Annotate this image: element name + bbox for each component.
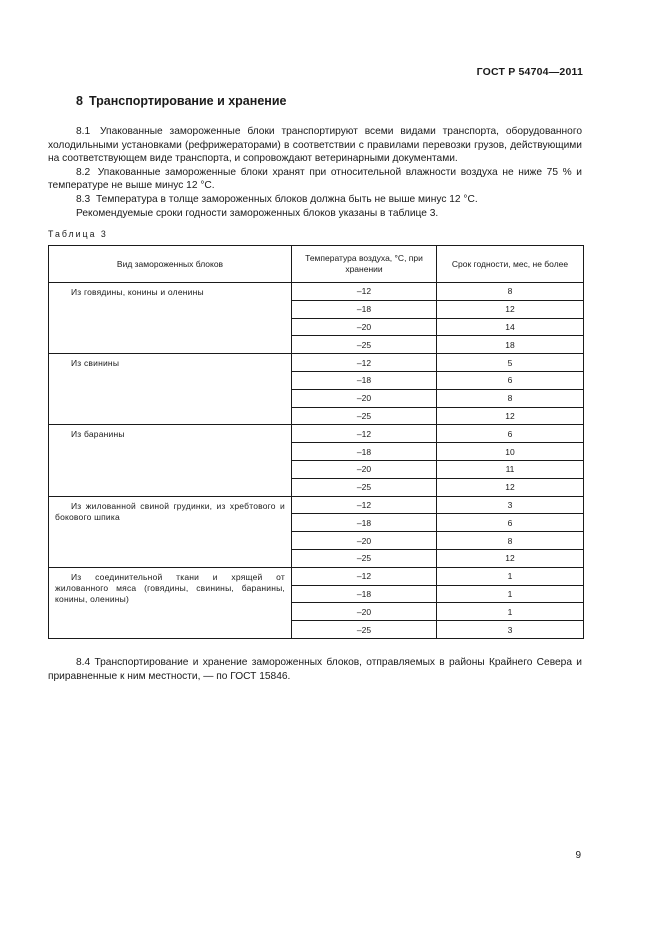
- section-number: 8: [76, 94, 83, 108]
- paragraph-8-3: [48, 193, 582, 207]
- shelf-life-cell: 12: [437, 300, 584, 318]
- shelf-life-cell: 12: [437, 478, 584, 496]
- shelf-life-cell: 3: [437, 496, 584, 514]
- shelf-life-cell: 10: [437, 443, 584, 461]
- block-type-text: Из соединительной ткани и хрящей от жилованного мяса (говядины, свинины, баранины, конины, оленины): [55, 571, 285, 605]
- paragraph-8-2: [48, 166, 582, 193]
- table-caption: Таблица 3: [48, 229, 108, 239]
- temperature-cell: –12: [292, 425, 437, 443]
- section-title-text: Транспортирование и хранение: [88, 94, 287, 108]
- paragraph-label: 8.3: [76, 193, 91, 205]
- header-temperature: Температура воздуха, °С, при хранении: [292, 246, 437, 283]
- paragraph-text: Упакованные замороженные блоки транспортируют всеми видами транспорта, оборудованного холодильными установками (рефрижераторами) в соответствии с правилами перевозки грузов, действующими на соответствующем виде транспорта, и сопровождают ветеринарными документами.: [48, 126, 582, 165]
- paragraph-8-1: [48, 125, 582, 166]
- header-block-type: Вид замороженных блоков: [49, 246, 292, 283]
- section-title: [76, 94, 286, 108]
- page-number: 9: [575, 850, 581, 861]
- temperature-cell: –25: [292, 478, 437, 496]
- paragraph-text: Транспортирование и хранение замороженных блоков, отправляемых в районы Крайнего Севера и приравненные к ним местности, — по ГОСТ 15846.: [48, 657, 582, 682]
- table-row: [49, 496, 584, 514]
- shelf-life-cell: 8: [437, 532, 584, 550]
- temperature-cell: –12: [292, 283, 437, 301]
- temperature-cell: –18: [292, 514, 437, 532]
- shelf-life-cell: 1: [437, 585, 584, 603]
- table-row: [49, 425, 584, 443]
- temperature-cell: –20: [292, 460, 437, 478]
- shelf-life-cell: 6: [437, 425, 584, 443]
- shelf-life-cell: 8: [437, 389, 584, 407]
- temperature-cell: –20: [292, 389, 437, 407]
- paragraph-text: Рекомендуемые сроки годности замороженных блоков указаны в таблице 3.: [76, 207, 439, 219]
- paragraph-label: 8.1: [76, 126, 91, 137]
- paragraph-label: 8.4: [76, 657, 91, 668]
- paragraph-text: Температура в толще замороженных блоков должна быть не выше минус 12 °С.: [96, 193, 478, 205]
- document-code: ГОСТ Р 54704—2011: [476, 66, 583, 78]
- shelf-life-cell: 12: [437, 407, 584, 425]
- shelf-life-cell: 14: [437, 318, 584, 336]
- temperature-cell: –18: [292, 443, 437, 461]
- temperature-cell: –12: [292, 496, 437, 514]
- temperature-cell: –25: [292, 549, 437, 567]
- temperature-cell: –12: [292, 567, 437, 585]
- table-row: [49, 354, 584, 372]
- paragraph-label: 8.2: [76, 166, 91, 178]
- shelf-life-cell: 1: [437, 603, 584, 621]
- temperature-cell: –25: [292, 407, 437, 425]
- shelf-life-cell: 12: [437, 549, 584, 567]
- block-type-cell: [49, 567, 292, 638]
- shelf-life-cell: 1: [437, 567, 584, 585]
- paragraph-text: Упакованные замороженные блоки хранят при относительной влажности воздуха не ниже 75 % и температуре не выше минус 12 °С.: [48, 166, 582, 192]
- paragraph-8-4: [48, 656, 582, 683]
- shelf-life-cell: 6: [437, 514, 584, 532]
- temperature-cell: –25: [292, 621, 437, 639]
- block-type-text: Из свинины: [71, 358, 120, 369]
- temperature-cell: –18: [292, 585, 437, 603]
- shelf-life-cell: 3: [437, 621, 584, 639]
- shelf-life-cell: 11: [437, 460, 584, 478]
- block-type-cell: [49, 496, 292, 567]
- table-row: [49, 283, 584, 301]
- temperature-cell: –12: [292, 354, 437, 372]
- temperature-cell: –18: [292, 371, 437, 389]
- shelf-life-cell: 6: [437, 371, 584, 389]
- section-paragraphs: [48, 125, 582, 220]
- block-type-text: Из говядины, конины и оленины: [71, 287, 204, 297]
- temperature-cell: –20: [292, 603, 437, 621]
- block-type-cell: [49, 425, 292, 496]
- temperature-cell: –18: [292, 300, 437, 318]
- temperature-cell: –20: [292, 532, 437, 550]
- paragraph-table-reference: [48, 207, 582, 221]
- shelf-life-cell: 5: [437, 354, 584, 372]
- block-type-text: Из жилованной свиной грудинки, из хребтового и бокового шпика: [55, 500, 285, 522]
- table-header-row: [49, 246, 584, 283]
- block-type-cell: [49, 354, 292, 425]
- block-type-cell: [49, 283, 292, 354]
- block-type-text: Из баранины: [71, 429, 125, 440]
- temperature-cell: –25: [292, 336, 437, 354]
- shelf-life-cell: 18: [437, 336, 584, 354]
- shelf-life-cell: 8: [437, 283, 584, 301]
- temperature-cell: –20: [292, 318, 437, 336]
- table-row: [49, 567, 584, 585]
- header-shelf-life: Срок годности, мес, не более: [437, 246, 584, 283]
- storage-table: [48, 245, 584, 639]
